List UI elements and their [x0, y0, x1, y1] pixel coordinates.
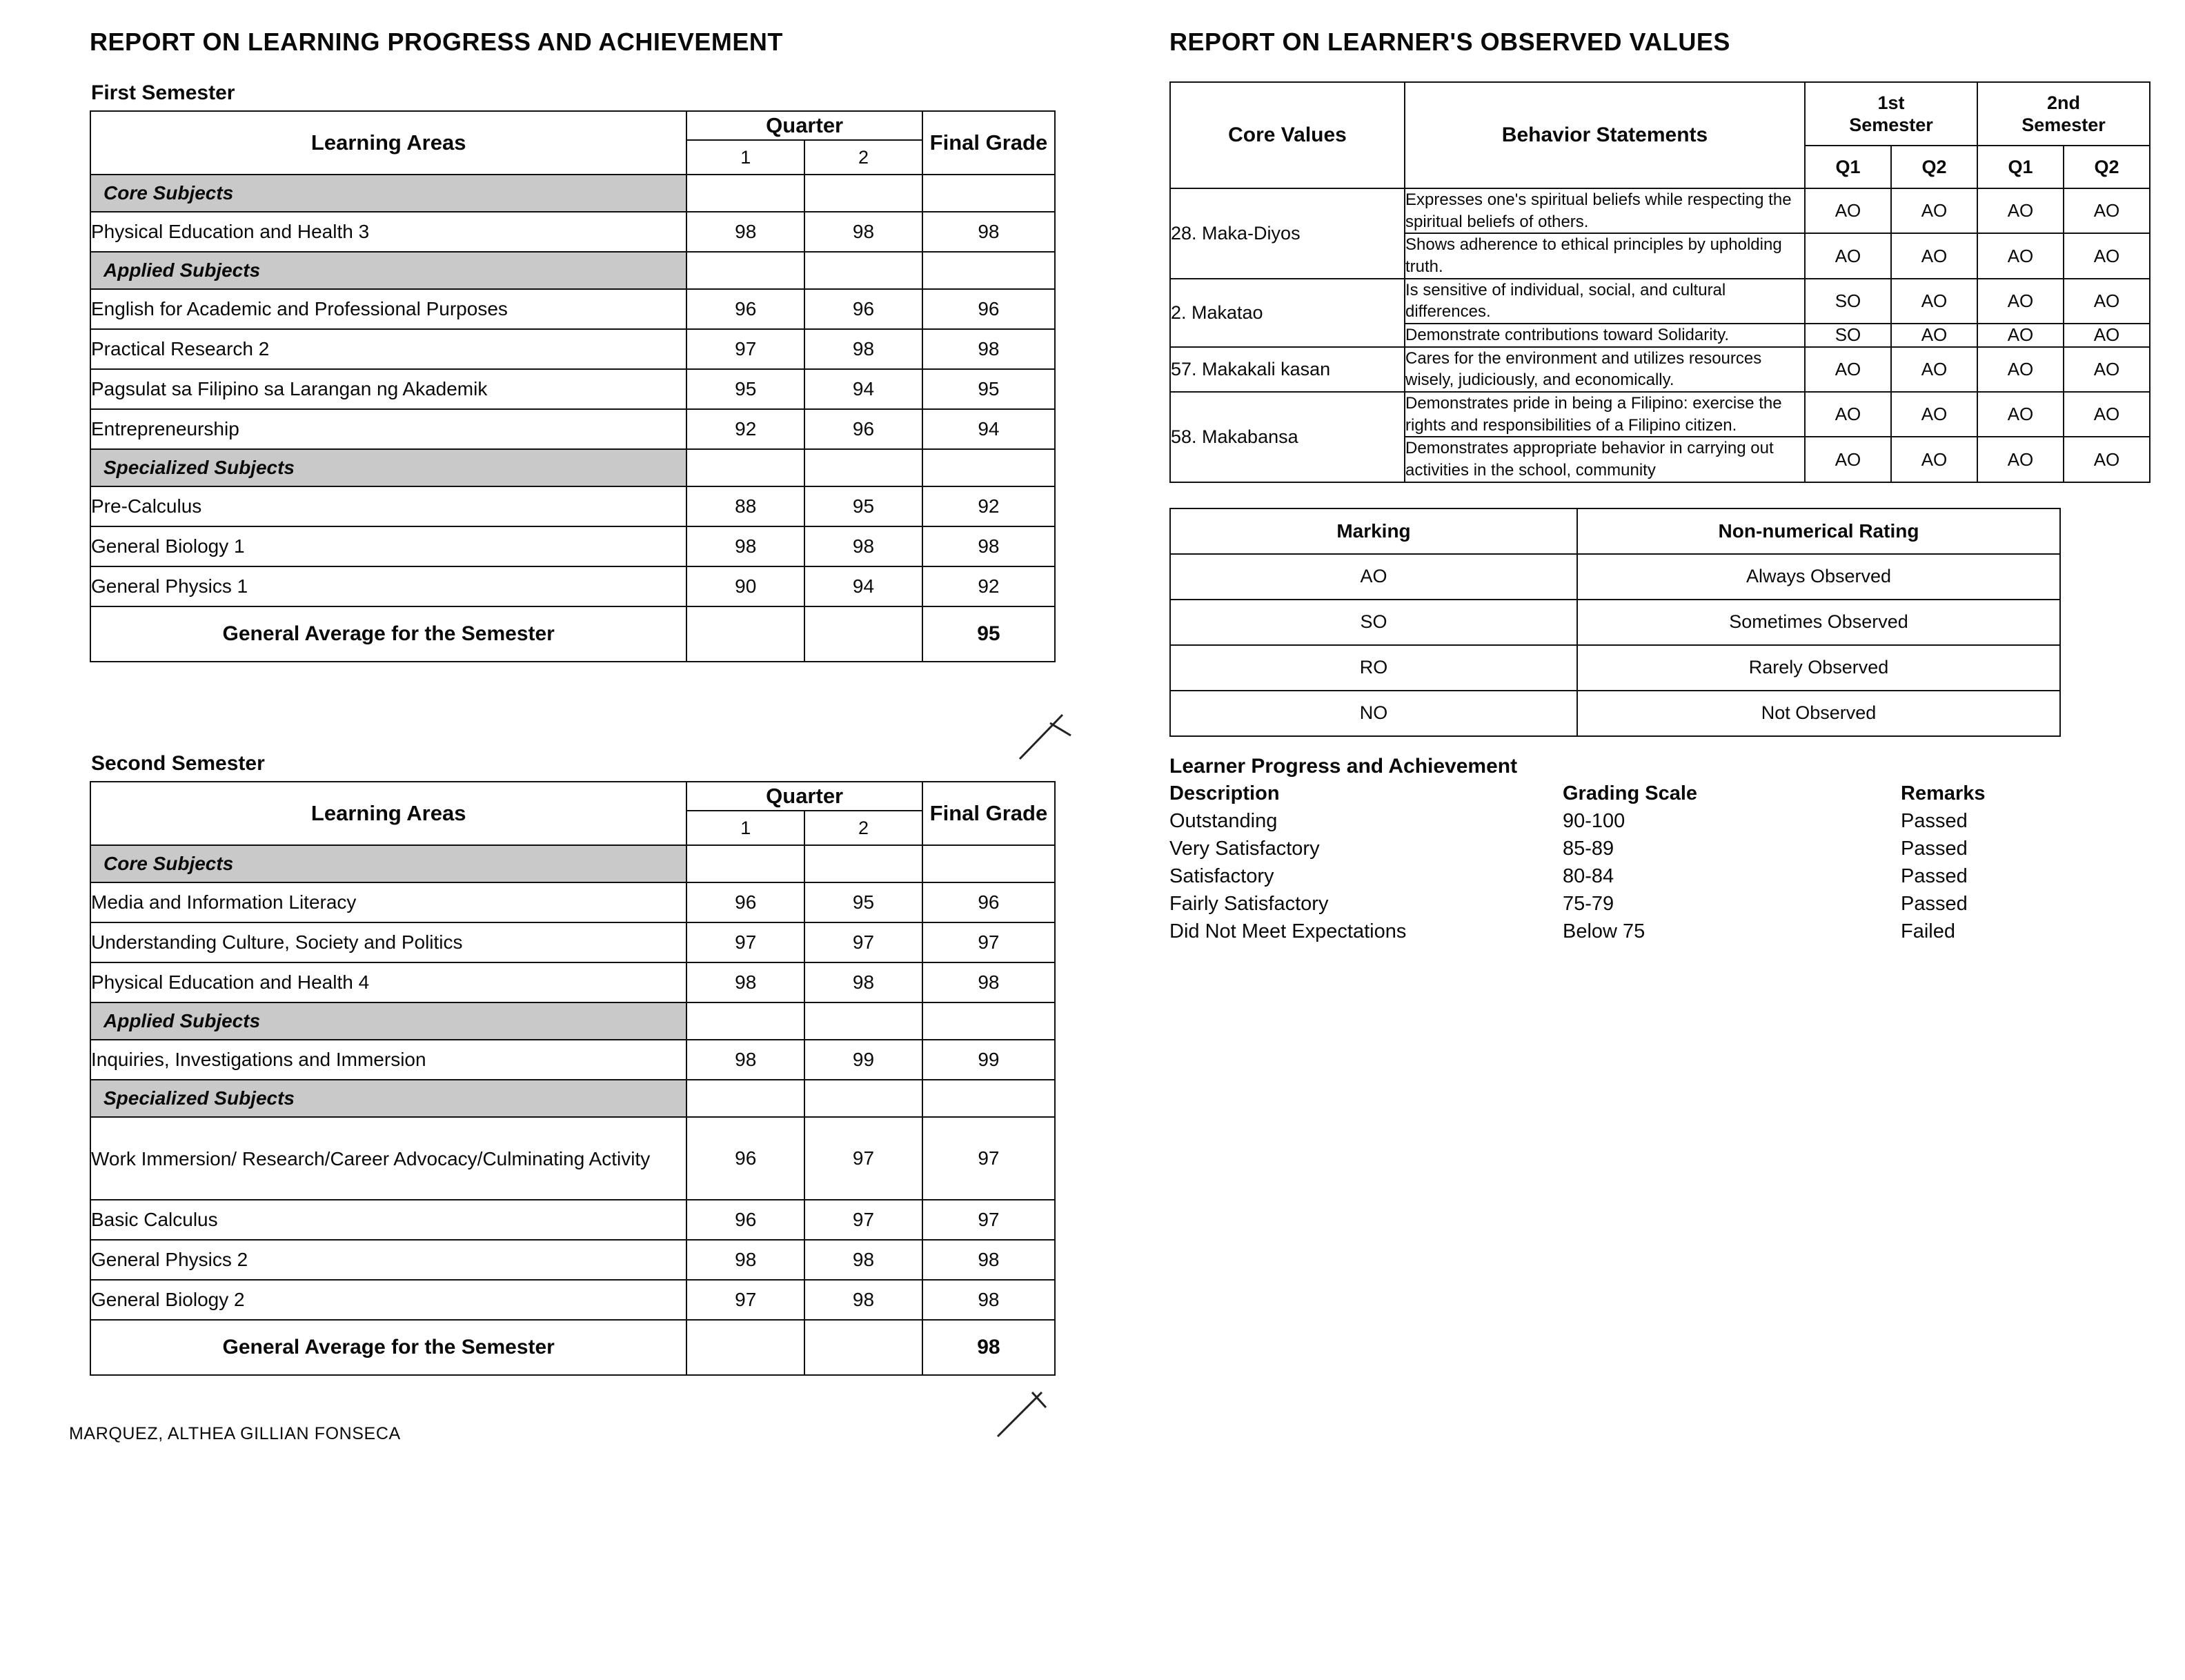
group-blank	[686, 252, 804, 289]
progress-remarks: Passed	[1901, 837, 1968, 860]
table-row	[1170, 600, 2060, 645]
table-row	[1170, 645, 2060, 691]
subject-name: General Biology 1	[90, 526, 686, 566]
subject-final: 96	[922, 289, 1055, 329]
table-row	[1170, 392, 2150, 437]
table-row	[1170, 691, 2060, 736]
table-row-group	[90, 252, 1055, 289]
subject-q2: 96	[804, 409, 922, 449]
subject-q2: 95	[804, 486, 922, 526]
table-row	[90, 369, 1055, 409]
subject-final: 98	[922, 962, 1055, 1002]
subject-q2: 98	[804, 962, 922, 1002]
subject-final: 97	[922, 1200, 1055, 1240]
subject-q1: 98	[686, 212, 804, 252]
table-row	[1170, 188, 2150, 233]
behavior-statement: Shows adherence to ethical principles by upholding truth.	[1405, 233, 1805, 278]
group-label: Core Subjects	[90, 175, 686, 212]
mark-sem2-q1: AO	[1977, 233, 2064, 278]
subject-q1: 97	[686, 329, 804, 369]
group-blank	[686, 845, 804, 882]
header-q2: 2	[804, 811, 922, 845]
handwritten-check-second-semester	[992, 1387, 1054, 1442]
subject-name: General Physics 2	[90, 1240, 686, 1280]
average-value: 98	[922, 1320, 1055, 1375]
subject-q1: 95	[686, 369, 804, 409]
group-blank	[686, 449, 804, 486]
mark-sem1-q2: AO	[1891, 279, 1977, 324]
progress-scale: 85-89	[1563, 837, 1614, 860]
subject-q1: 98	[686, 962, 804, 1002]
second-semester-label: Second Semester	[91, 752, 265, 775]
subject-name: Pagsulat sa Filipino sa Larangan ng Akademik	[90, 369, 686, 409]
header-sem1-q1: Q1	[1805, 146, 1891, 188]
mark-sem2-q2: AO	[2064, 233, 2150, 278]
subject-name: Media and Information Literacy	[90, 882, 686, 922]
mark-sem2-q2: AO	[2064, 324, 2150, 347]
group-blank	[922, 845, 1055, 882]
marking-rating: Sometimes Observed	[1577, 600, 2060, 645]
handwritten-check-first-semester	[1014, 711, 1076, 766]
table-row	[90, 486, 1055, 526]
subject-q1: 96	[686, 289, 804, 329]
table-row	[1170, 554, 2060, 600]
observed-values-table	[1169, 81, 2151, 483]
subject-q1: 88	[686, 486, 804, 526]
group-blank	[922, 1080, 1055, 1117]
group-label: Applied Subjects	[90, 1002, 686, 1040]
subject-q1: 98	[686, 526, 804, 566]
subject-q1: 97	[686, 1280, 804, 1320]
table-row-group	[90, 1080, 1055, 1117]
mark-sem1-q1: SO	[1805, 324, 1891, 347]
mark-sem1-q2: AO	[1891, 233, 1977, 278]
subject-final: 95	[922, 369, 1055, 409]
group-blank	[922, 1002, 1055, 1040]
table-row	[90, 1240, 1055, 1280]
table-row-group	[90, 175, 1055, 212]
header-second-semester	[1977, 82, 2150, 146]
group-blank	[804, 1080, 922, 1117]
first-semester-label: First Semester	[91, 81, 235, 104]
marking-rating: Not Observed	[1577, 691, 2060, 736]
group-blank	[922, 252, 1055, 289]
table-row-group	[90, 1002, 1055, 1040]
core-value-name: 58. Makabansa	[1170, 392, 1405, 482]
subject-name: Understanding Culture, Society and Politics	[90, 922, 686, 962]
subject-name: Inquiries, Investigations and Immersion	[90, 1040, 686, 1080]
average-label: General Average for the Semester	[90, 1320, 686, 1375]
behavior-statement: Demonstrate contributions toward Solidarity.	[1405, 324, 1805, 347]
table-row	[90, 1280, 1055, 1320]
marking-code: AO	[1170, 554, 1577, 600]
progress-description: Did Not Meet Expectations	[1169, 920, 1407, 942]
header-non-numerical-rating: Non-numerical Rating	[1577, 508, 2060, 554]
subject-q2: 94	[804, 369, 922, 409]
progress-scale: Below 75	[1563, 920, 1645, 942]
subject-q2: 98	[804, 329, 922, 369]
progress-description: Fairly Satisfactory	[1169, 892, 1329, 915]
left-column	[34, 28, 1135, 1680]
table-row	[90, 289, 1055, 329]
subject-final: 98	[922, 329, 1055, 369]
mark-sem2-q2: AO	[2064, 347, 2150, 392]
subject-q1: 97	[686, 922, 804, 962]
table-row	[90, 1040, 1055, 1080]
average-blank	[686, 1320, 804, 1375]
progress-scale: 90-100	[1563, 809, 1625, 832]
table-row	[90, 409, 1055, 449]
table-row	[90, 882, 1055, 922]
behavior-statement: Demonstrates appropriate behavior in carrying out activities in the school, community	[1405, 437, 1805, 482]
mark-sem1-q1: AO	[1805, 233, 1891, 278]
mark-sem2-q1: AO	[1977, 279, 2064, 324]
subject-name: Pre-Calculus	[90, 486, 686, 526]
header-second-semester-ordinal: 2nd	[2046, 92, 2080, 113]
progress-description: Very Satisfactory	[1169, 837, 1320, 860]
header-first-semester-ordinal: 1st	[1877, 92, 1905, 113]
average-blank	[686, 606, 804, 662]
header-sem2-q1: Q1	[1977, 146, 2064, 188]
mark-sem2-q1: AO	[1977, 392, 2064, 437]
subject-q1: 92	[686, 409, 804, 449]
list-item	[1169, 918, 2151, 945]
subject-name: Practical Research 2	[90, 329, 686, 369]
list-item	[1169, 890, 2151, 918]
mark-sem1-q1: AO	[1805, 188, 1891, 233]
group-label: Core Subjects	[90, 845, 686, 882]
mark-sem1-q1: AO	[1805, 392, 1891, 437]
mark-sem1-q2: AO	[1891, 324, 1977, 347]
subject-final: 98	[922, 526, 1055, 566]
progress-description: Satisfactory	[1169, 864, 1274, 887]
subject-name: Entrepreneurship	[90, 409, 686, 449]
subject-name: Physical Education and Health 4	[90, 962, 686, 1002]
subject-final: 92	[922, 486, 1055, 526]
table-row-group	[90, 449, 1055, 486]
subject-final: 94	[922, 409, 1055, 449]
header-q1: 1	[686, 811, 804, 845]
right-section-title: REPORT ON LEARNER'S OBSERVED VALUES	[1169, 28, 1730, 56]
learner-progress-section	[1169, 755, 2151, 945]
table-row	[90, 962, 1055, 1002]
subject-name: General Physics 1	[90, 566, 686, 606]
group-blank	[804, 175, 922, 212]
progress-scale: 75-79	[1563, 892, 1614, 915]
header-learning-areas: Learning Areas	[90, 782, 686, 845]
subject-q2: 98	[804, 526, 922, 566]
progress-remarks: Passed	[1901, 809, 1968, 832]
subject-name: Work Immersion/ Research/Career Advocacy/Culminating Activity	[90, 1117, 686, 1200]
first-semester-grades-table	[90, 110, 1056, 662]
table-row	[90, 212, 1055, 252]
subject-q2: 99	[804, 1040, 922, 1080]
average-blank	[804, 1320, 922, 1375]
subject-q2: 94	[804, 566, 922, 606]
group-blank	[686, 1002, 804, 1040]
group-blank	[686, 175, 804, 212]
subject-final: 97	[922, 922, 1055, 962]
subject-q2: 97	[804, 922, 922, 962]
subject-final: 99	[922, 1040, 1055, 1080]
behavior-statement: Demonstrates pride in being a Filipino: exercise the rights and responsibilities of a Filipino citizen.	[1405, 392, 1805, 437]
marking-code: SO	[1170, 600, 1577, 645]
mark-sem2-q1: AO	[1977, 324, 2064, 347]
header-quarter: Quarter	[686, 782, 922, 811]
subject-q2: 95	[804, 882, 922, 922]
behavior-statement: Cares for the environment and utilizes resources wisely, judiciously, and economically.	[1405, 347, 1805, 392]
progress-description: Outstanding	[1169, 809, 1278, 832]
mark-sem1-q1: AO	[1805, 347, 1891, 392]
second-semester-grades-table	[90, 781, 1056, 1376]
group-blank	[804, 1002, 922, 1040]
mark-sem1-q2: AO	[1891, 188, 1977, 233]
core-value-name: 57. Makakali kasan	[1170, 347, 1405, 392]
left-section-title: REPORT ON LEARNING PROGRESS AND ACHIEVEMENT	[90, 28, 783, 56]
subject-q2: 98	[804, 212, 922, 252]
subject-final: 92	[922, 566, 1055, 606]
subject-final: 97	[922, 1117, 1055, 1200]
mark-sem2-q2: AO	[2064, 188, 2150, 233]
header-final-grade: Final Grade	[922, 111, 1055, 175]
table-row-group	[90, 845, 1055, 882]
subject-final: 96	[922, 882, 1055, 922]
subject-name: English for Academic and Professional Purposes	[90, 289, 686, 329]
marking-legend-table	[1169, 508, 2061, 737]
learner-name: MARQUEZ, ALTHEA GILLIAN FONSECA	[69, 1424, 401, 1443]
group-blank	[686, 1080, 804, 1117]
header-first-semester	[1805, 82, 1977, 146]
table-row	[90, 526, 1055, 566]
subject-q2: 97	[804, 1200, 922, 1240]
header-grading-scale: Grading Scale	[1563, 782, 1698, 804]
subject-q1: 96	[686, 1200, 804, 1240]
marking-code: RO	[1170, 645, 1577, 691]
mark-sem2-q2: AO	[2064, 437, 2150, 482]
progress-title: Learner Progress and Achievement	[1169, 754, 1518, 778]
mark-sem2-q1: AO	[1977, 347, 2064, 392]
progress-remarks: Passed	[1901, 864, 1968, 887]
table-row	[1170, 279, 2150, 324]
subject-final: 98	[922, 212, 1055, 252]
group-label: Applied Subjects	[90, 252, 686, 289]
right-column	[1135, 28, 2151, 1680]
group-blank	[922, 449, 1055, 486]
mark-sem1-q2: AO	[1891, 437, 1977, 482]
group-blank	[922, 175, 1055, 212]
progress-remarks: Failed	[1901, 920, 1955, 942]
header-final-grade: Final Grade	[922, 782, 1055, 845]
subject-q1: 90	[686, 566, 804, 606]
header-q2: 2	[804, 140, 922, 175]
subject-name: General Biology 2	[90, 1280, 686, 1320]
table-row	[90, 566, 1055, 606]
marking-rating: Always Observed	[1577, 554, 2060, 600]
subject-q2: 97	[804, 1117, 922, 1200]
header-description: Description	[1169, 782, 1280, 804]
header-core-values: Core Values	[1170, 82, 1405, 188]
header-quarter: Quarter	[686, 111, 922, 140]
core-value-name: 28. Maka-Diyos	[1170, 188, 1405, 279]
table-row-average	[90, 606, 1055, 662]
group-label: Specialized Subjects	[90, 1080, 686, 1117]
subject-name: Basic Calculus	[90, 1200, 686, 1240]
table-row-average	[90, 1320, 1055, 1375]
table-row	[1170, 347, 2150, 392]
header-q1: 1	[686, 140, 804, 175]
mark-sem2-q1: AO	[1977, 188, 2064, 233]
subject-q1: 98	[686, 1040, 804, 1080]
header-first-semester-word: Semester	[1849, 115, 1933, 135]
list-item	[1169, 807, 2151, 835]
subject-final: 98	[922, 1240, 1055, 1280]
subject-q1: 96	[686, 1117, 804, 1200]
subject-q2: 98	[804, 1240, 922, 1280]
subject-q2: 98	[804, 1280, 922, 1320]
header-learning-areas: Learning Areas	[90, 111, 686, 175]
marking-rating: Rarely Observed	[1577, 645, 2060, 691]
header-marking: Marking	[1170, 508, 1577, 554]
group-blank	[804, 252, 922, 289]
header-sem2-q2: Q2	[2064, 146, 2150, 188]
average-value: 95	[922, 606, 1055, 662]
list-item	[1169, 862, 2151, 890]
subject-q1: 96	[686, 882, 804, 922]
average-blank	[804, 606, 922, 662]
mark-sem2-q2: AO	[2064, 279, 2150, 324]
core-value-name: 2. Makatao	[1170, 279, 1405, 347]
header-sem1-q2: Q2	[1891, 146, 1977, 188]
subject-q1: 98	[686, 1240, 804, 1280]
mark-sem1-q2: AO	[1891, 347, 1977, 392]
table-row	[90, 1200, 1055, 1240]
behavior-statement: Is sensitive of individual, social, and cultural differences.	[1405, 279, 1805, 324]
group-blank	[804, 845, 922, 882]
mark-sem2-q2: AO	[2064, 392, 2150, 437]
subject-q2: 96	[804, 289, 922, 329]
table-row	[90, 922, 1055, 962]
header-behavior-statements: Behavior Statements	[1405, 82, 1805, 188]
mark-sem1-q1: AO	[1805, 437, 1891, 482]
progress-header-row	[1169, 780, 2151, 807]
progress-remarks: Passed	[1901, 892, 1968, 915]
group-blank	[804, 449, 922, 486]
subject-name: Physical Education and Health 3	[90, 212, 686, 252]
list-item	[1169, 835, 2151, 862]
group-label: Specialized Subjects	[90, 449, 686, 486]
average-label: General Average for the Semester	[90, 606, 686, 662]
progress-scale: 80-84	[1563, 864, 1614, 887]
mark-sem1-q2: AO	[1891, 392, 1977, 437]
marking-code: NO	[1170, 691, 1577, 736]
mark-sem1-q1: SO	[1805, 279, 1891, 324]
table-row	[90, 329, 1055, 369]
subject-final: 98	[922, 1280, 1055, 1320]
header-second-semester-word: Semester	[2021, 115, 2106, 135]
marking-legend-wrap	[1169, 508, 2151, 737]
table-row	[90, 1117, 1055, 1200]
mark-sem2-q1: AO	[1977, 437, 2064, 482]
behavior-statement: Expresses one's spiritual beliefs while respecting the spiritual beliefs of others.	[1405, 188, 1805, 233]
header-remarks: Remarks	[1901, 782, 1986, 804]
